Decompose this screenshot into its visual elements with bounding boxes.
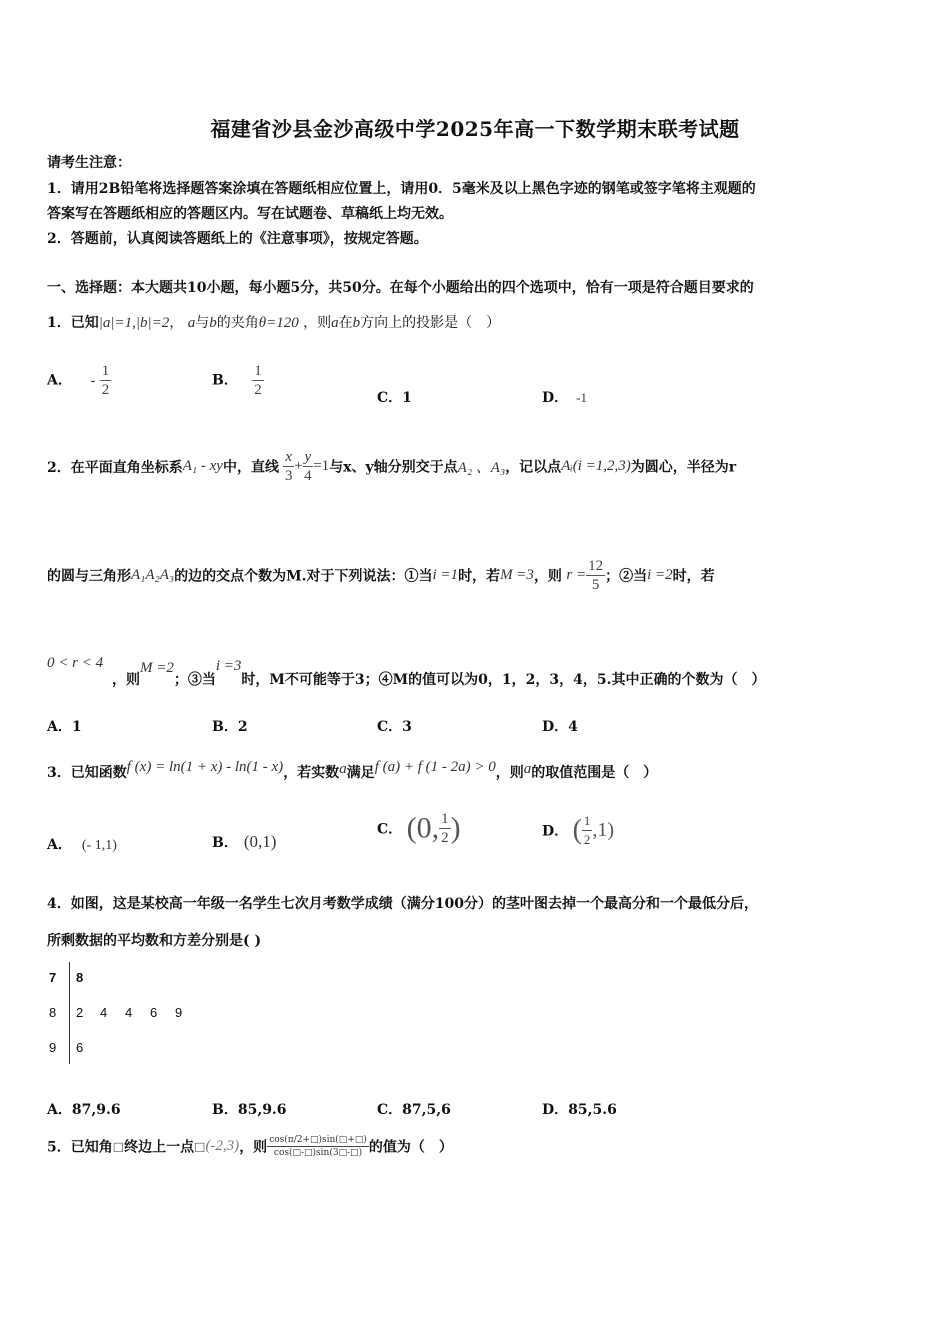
q3-option-b-label: B． xyxy=(212,835,238,851)
q2-l3-text-3: 时，M不可能等于3；④M的值可以为0，1，2，3，4，5.其中正确的个数为（ ） xyxy=(241,672,766,688)
q5-point-symbol: □ xyxy=(194,1139,206,1154)
q3-option-c-left: (0, xyxy=(406,811,440,845)
q2-r-fraction xyxy=(586,557,605,594)
q2-range xyxy=(47,655,103,672)
q2-i-equals-2: i =2 xyxy=(647,567,673,583)
question-4-line-2: 所剩数据的平均数和方差分别是( ) xyxy=(47,933,262,949)
q2-range-text: 0 < r < 4 xyxy=(47,655,104,671)
q2-triangle: A₁A₂A₃ xyxy=(131,567,175,583)
stem-9: 9 xyxy=(49,1040,57,1055)
q4-option-a[interactable]: A．87,9.6 xyxy=(47,1102,121,1118)
notice-item-1-line-2: 答案写在答题纸相应的答题区内。写在试题卷、草稿纸上均无效。 xyxy=(47,206,453,222)
q2-equals-one: =1 xyxy=(313,458,330,474)
q3-a: a xyxy=(339,761,347,777)
q3-option-a[interactable] xyxy=(47,834,117,854)
q1-option-d-label: D． xyxy=(542,390,569,406)
q3-option-d-denominator: 2 xyxy=(583,832,591,847)
q1-text-5: 在 xyxy=(338,315,353,331)
leaf-8-1: 2 xyxy=(76,1005,84,1020)
q2-coordinate-system: A₁ - xy xyxy=(182,458,223,474)
question-2-line-2 xyxy=(47,557,715,594)
leaf-8-2: 4 xyxy=(100,1005,108,1020)
q1-text-4: ，则 xyxy=(303,315,332,331)
stem-8: 8 xyxy=(49,1005,57,1020)
question-2-line-1 xyxy=(47,448,736,485)
q1-option-a-label: A． xyxy=(47,372,72,389)
question-4-line-1: 4．如图，这是某校高一年级一名学生七次月考数学成绩（满分100分）的茎叶图去掉一个最高分和一个最低分后， xyxy=(47,896,758,912)
q3-option-a-label: A． xyxy=(47,837,72,853)
leaf-7-1: 8 xyxy=(76,970,84,985)
stem-leaf-divider xyxy=(69,962,70,1064)
q2-point-ai: Aᵢ(i =1,2,3) xyxy=(561,458,631,474)
q1-option-a-fraction xyxy=(100,362,112,399)
q2-l3-text-1: ，则 xyxy=(112,672,140,688)
q4-option-d[interactable]: D．85,5.6 xyxy=(542,1102,617,1118)
notice-heading: 请考生注意： xyxy=(47,155,131,171)
q1-option-d-value: -1 xyxy=(576,390,587,405)
q3-option-d-fraction xyxy=(582,812,593,849)
q2-r-denominator: 5 xyxy=(591,577,600,593)
leaf-8-4: 6 xyxy=(150,1005,158,1020)
q1-vector-b: b xyxy=(209,315,217,331)
q2-l2-text-4: ，则 xyxy=(533,568,562,585)
q3-option-d-right: ,1) xyxy=(592,819,615,841)
q5-angle-symbol: □ xyxy=(112,1139,125,1154)
q5-expression-numerator: cos(π/2+□)sin(□+□) xyxy=(269,1135,367,1145)
q2-m-equals-2: M =2 xyxy=(140,660,174,676)
q3-function: f (x) = ln(1 + x) - ln(1 - x) xyxy=(126,759,284,775)
q2-l2-text-5: ；②当 xyxy=(605,568,648,585)
q1-option-b-label: B． xyxy=(212,372,238,389)
q1-option-b-numerator: 1 xyxy=(254,363,262,379)
q2-fraction-y xyxy=(303,448,314,485)
q3-number: 3．已知函数 xyxy=(47,765,127,781)
q1-option-a-denominator: 2 xyxy=(101,382,110,398)
q3-option-c[interactable] xyxy=(377,810,461,847)
q2-text-4: 为圆心，半径为r xyxy=(630,459,737,476)
q2-text-1: 中，直线 xyxy=(222,459,279,476)
q5-text-3: 的值为（ ） xyxy=(368,1139,453,1156)
q2-m-equals-3: M =3 xyxy=(500,567,534,583)
q2-plus: + xyxy=(294,458,303,474)
q3-option-b-value: (0,1) xyxy=(243,832,277,851)
q3-text-2: 满足 xyxy=(346,765,375,781)
q3-option-d[interactable] xyxy=(542,812,614,849)
q3-text-4: 的取值范围是（ ） xyxy=(531,765,658,781)
q1-vector-a: a xyxy=(187,315,196,331)
q5-text-2: ，则 xyxy=(239,1139,268,1156)
q1-angle: θ=120 xyxy=(258,315,299,331)
q2-option-d[interactable]: D．4 xyxy=(542,719,578,735)
q1-text-6: 方向上的投影是（ ） xyxy=(360,315,501,331)
q2-points: A₂ 、A₃ xyxy=(457,460,506,476)
q1-text-2: 与 xyxy=(195,315,210,331)
leaf-8-5: 9 xyxy=(175,1005,183,1020)
q2-l2-text-1: 的圆与三角形 xyxy=(47,568,131,585)
q1-option-a-sign: - xyxy=(90,372,96,389)
q1-option-a-numerator: 1 xyxy=(101,363,110,379)
q1-vector-b-2: b xyxy=(352,315,361,331)
notice-item-2: 2．答题前，认真阅读答题纸上的《注意事项》，按规定答题。 xyxy=(47,231,428,247)
q2-l2-text-2: 的边的交点个数为M.对于下列说法：①当 xyxy=(174,568,433,585)
q2-l2-text-6: 时，若 xyxy=(672,568,715,585)
q3-option-b[interactable] xyxy=(212,832,276,852)
q2-i-equals-3: i =3 xyxy=(215,658,242,674)
q1-option-d[interactable] xyxy=(542,387,587,407)
q2-i-equals-1: i =1 xyxy=(432,567,459,583)
q4-option-c[interactable]: C．87,5,6 xyxy=(377,1102,451,1118)
q2-option-a[interactable]: A．1 xyxy=(47,719,82,735)
q2-fraction-x xyxy=(283,448,294,485)
q1-option-b[interactable] xyxy=(212,362,264,399)
q3-condition: f (a) + f (1 - 2a) > 0 xyxy=(374,759,496,775)
q2-l3-text-2: ；③当 xyxy=(173,672,216,688)
q1-condition: |a|=1,|b|=2 xyxy=(98,315,170,331)
question-3 xyxy=(47,759,658,782)
q2-text-2: 与x、y轴分别交于点 xyxy=(329,459,458,476)
q3-text-1: ，若实数 xyxy=(283,765,340,781)
question-5 xyxy=(47,1134,453,1159)
q5-expression-denominator: cos(□-□)sin(3□-□) xyxy=(273,1148,363,1158)
section-1-heading: 一、选择题：本大题共10小题，每小题5分，共50分。在每个小题给出的四个选项中，恰有一项是符合题目要求的 xyxy=(47,280,754,296)
q3-option-c-right: ) xyxy=(450,811,461,845)
page-title: 福建省沙县金沙高级中学2025年高一下数学期末联考试题 xyxy=(210,117,740,141)
q3-option-d-label: D． xyxy=(542,823,569,840)
stem-7: 7 xyxy=(49,970,57,985)
q1-text-3: 的夹角 xyxy=(216,315,259,331)
q3-option-d-left: ( xyxy=(572,814,582,846)
question-1 xyxy=(47,312,500,332)
q3-option-c-denominator: 2 xyxy=(441,830,449,846)
q5-expression xyxy=(267,1134,369,1159)
leaf-9-1: 6 xyxy=(76,1040,84,1055)
q1-vector-a-2: a xyxy=(331,315,339,331)
q2-text-3: ，记以点 xyxy=(505,459,562,476)
notice-item-1-line-1: 1．请用2B铅笔将选择题答案涂填在答题纸相应位置上，请用0．5毫米及以上黑色字迹的钢笔或签字笔将主观题的 xyxy=(47,181,756,197)
q2-fraction-y-num: y xyxy=(304,449,312,465)
q1-option-c-value: 1 xyxy=(402,390,412,406)
q3-option-c-fraction xyxy=(439,810,451,847)
q1-option-c[interactable] xyxy=(377,387,412,407)
q5-number: 5．已知角 xyxy=(47,1139,113,1156)
q3-text-3: ，则 xyxy=(495,765,524,781)
q5-text-1: 终边上一点 xyxy=(124,1139,195,1156)
q2-option-c[interactable]: C．3 xyxy=(377,719,412,735)
q2-option-b[interactable]: B．2 xyxy=(212,719,248,735)
q1-option-a[interactable] xyxy=(47,362,111,399)
q3-option-a-value: (- 1,1) xyxy=(81,838,117,853)
leaf-8-3: 4 xyxy=(125,1005,133,1020)
q1-option-c-label: C． xyxy=(377,390,403,406)
q1-text-1: ， xyxy=(169,315,184,331)
q3-option-c-numerator: 1 xyxy=(441,811,449,827)
q4-option-b[interactable]: B．85,9.6 xyxy=(212,1102,287,1118)
question-2-line-3 xyxy=(112,658,766,689)
q5-point: (-2,3) xyxy=(205,1138,240,1154)
q3-option-c-label: C． xyxy=(377,821,403,838)
q1-option-b-fraction xyxy=(252,362,264,399)
q1-option-b-denominator: 2 xyxy=(254,382,262,398)
q2-r-numerator: 12 xyxy=(588,558,604,574)
q2-fraction-x-num: x xyxy=(285,449,293,465)
q2-fraction-x-den: 3 xyxy=(284,468,293,484)
q1-number: 1．已知 xyxy=(47,315,99,331)
q3-a-2: a xyxy=(523,761,532,777)
q2-l2-text-3: 时，若 xyxy=(458,568,501,585)
q3-option-d-numerator: 1 xyxy=(582,812,593,831)
q2-r-label: r = xyxy=(566,567,587,583)
q2-number: 2．在平面直角坐标系 xyxy=(47,459,183,476)
q2-fraction-y-den: 4 xyxy=(304,468,312,484)
